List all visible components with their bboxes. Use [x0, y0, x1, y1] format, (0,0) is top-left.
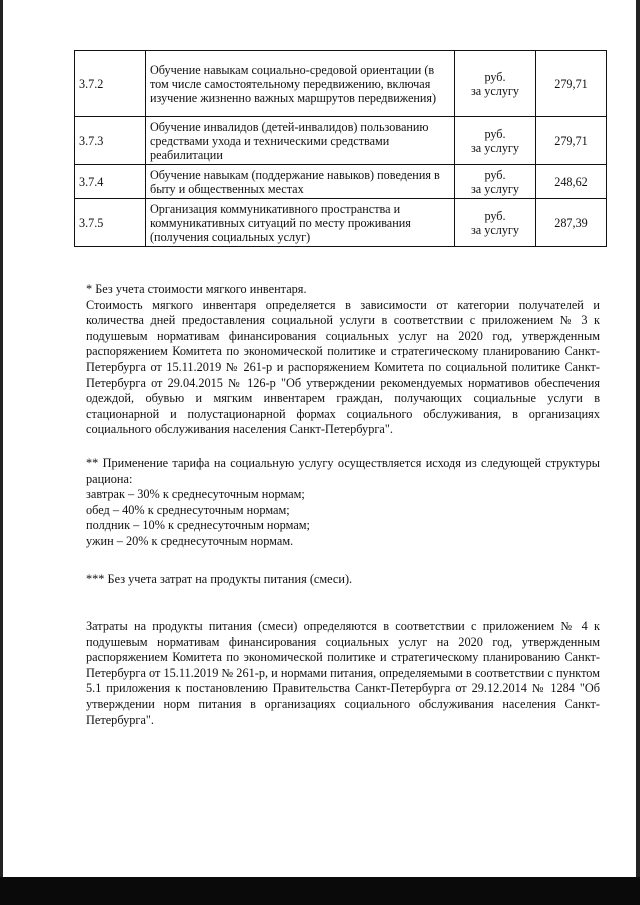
footnotes-section [86, 282, 600, 728]
row-number: 3.7.3 [75, 117, 146, 165]
service-name: Обучение инвалидов (детей-инвалидов) пользованию средствами ухода и техническими средствами реабилитации [146, 117, 455, 165]
note-ration-intro: ** Применение тарифа на социальную услугу осуществляется исходя из следующей структуры рациона: [86, 455, 600, 486]
ration-item-lunch: обед – 40% к среднесуточным нормам; [86, 502, 290, 517]
service-price: 248,62 [536, 165, 607, 199]
table-row [75, 165, 607, 199]
scan-bottom-edge [0, 877, 640, 905]
ration-item-breakfast: завтрак – 30% к среднесуточным нормам; [86, 487, 305, 502]
unit-per-service: за услугу [470, 140, 520, 155]
table-row [75, 117, 607, 165]
unit-per-service: за услугу [470, 83, 520, 98]
spacer [86, 587, 600, 619]
note-soft-inventory-body: Стоимость мягкого инвентаря определяется в зависимости от категории получателей и количества дней предоставления социальной услуги в соответствии с приложением № 3 к подушевым нормативам финансирования социальных услуг на 2020 год, утвержденным распоряжением Комитета по экономической политике и стратегическому планированию Санкт-Петербурга от 15.11.2019 № 261-р и распоряжением Комитета по социальной политике Санкт-Петербурга от 29.04.2015 № 126-р "Об утверждении рекомендуемых нормативов обеспечения одеждой, обувью и мягким инвентарем граждан, получающих социальные услуги в стационарной и полустационарной формах социального обслуживания, в организациях социального обслуживания населения Санкт-Петербурга". [86, 297, 600, 437]
note-soft-inventory-title: * Без учета стоимости мягкого инвентаря. [86, 282, 307, 296]
service-price: 287,39 [536, 199, 607, 247]
unit-currency: руб. [484, 167, 506, 182]
services-tariff-table [74, 50, 607, 247]
ration-item-snack: полдник – 10% к среднесуточным нормам; [86, 518, 310, 533]
table-row [75, 199, 607, 247]
scan-edge-right [636, 0, 640, 905]
unit-cell [455, 51, 536, 117]
table-row [75, 51, 607, 117]
unit-currency: руб. [484, 208, 506, 223]
row-number: 3.7.2 [75, 51, 146, 117]
unit-per-service: за услугу [470, 181, 520, 196]
unit-cell [455, 165, 536, 199]
unit-cell [455, 199, 536, 247]
ration-item-dinner: ужин – 20% к среднесуточным нормам. [86, 533, 294, 548]
service-name: Обучение навыкам (поддержание навыков) поведения в быту и общественных местах [146, 165, 455, 199]
scan-edge-left [0, 0, 3, 905]
unit-per-service: за услугу [470, 222, 520, 237]
unit-cell [455, 117, 536, 165]
service-name: Обучение навыкам социально-средовой ориентации (в том числе самостоятельному передвижению, включая изучение жизненно важных маршрутов передвижения) [146, 51, 455, 117]
unit-currency: руб. [484, 69, 506, 84]
service-price: 279,71 [536, 117, 607, 165]
note-food-costs-title: *** Без учета затрат на продукты питания (смеси). [86, 571, 353, 586]
spacer [86, 438, 600, 456]
row-number: 3.7.5 [75, 199, 146, 247]
note-food-costs-body: Затраты на продукты питания (смеси) определяются в соответствии с приложением № 4 к подушевым нормативам финансирования социальных услуг на 2020 год, утвержденным распоряжением Комитета по экономической политике и стратегическому планированию Санкт-Петербурга от 15.11.2019 № 261-р, и нормами питания, определяемыми в соответствии с пунктом 5.1 приложения к постановлению Правительства Санкт-Петербурга от 29.12.2014 № 1284 "Об утверждении норм питания в организациях социального обслуживания населения Санкт-Петербурга". [86, 619, 600, 727]
service-price: 279,71 [536, 51, 607, 117]
unit-currency: руб. [484, 126, 506, 141]
row-number: 3.7.4 [75, 165, 146, 199]
spacer [86, 550, 600, 572]
service-name: Организация коммуникативного пространства и коммуникативных ситуаций по месту проживания (получения социальных услуг) [146, 199, 455, 247]
